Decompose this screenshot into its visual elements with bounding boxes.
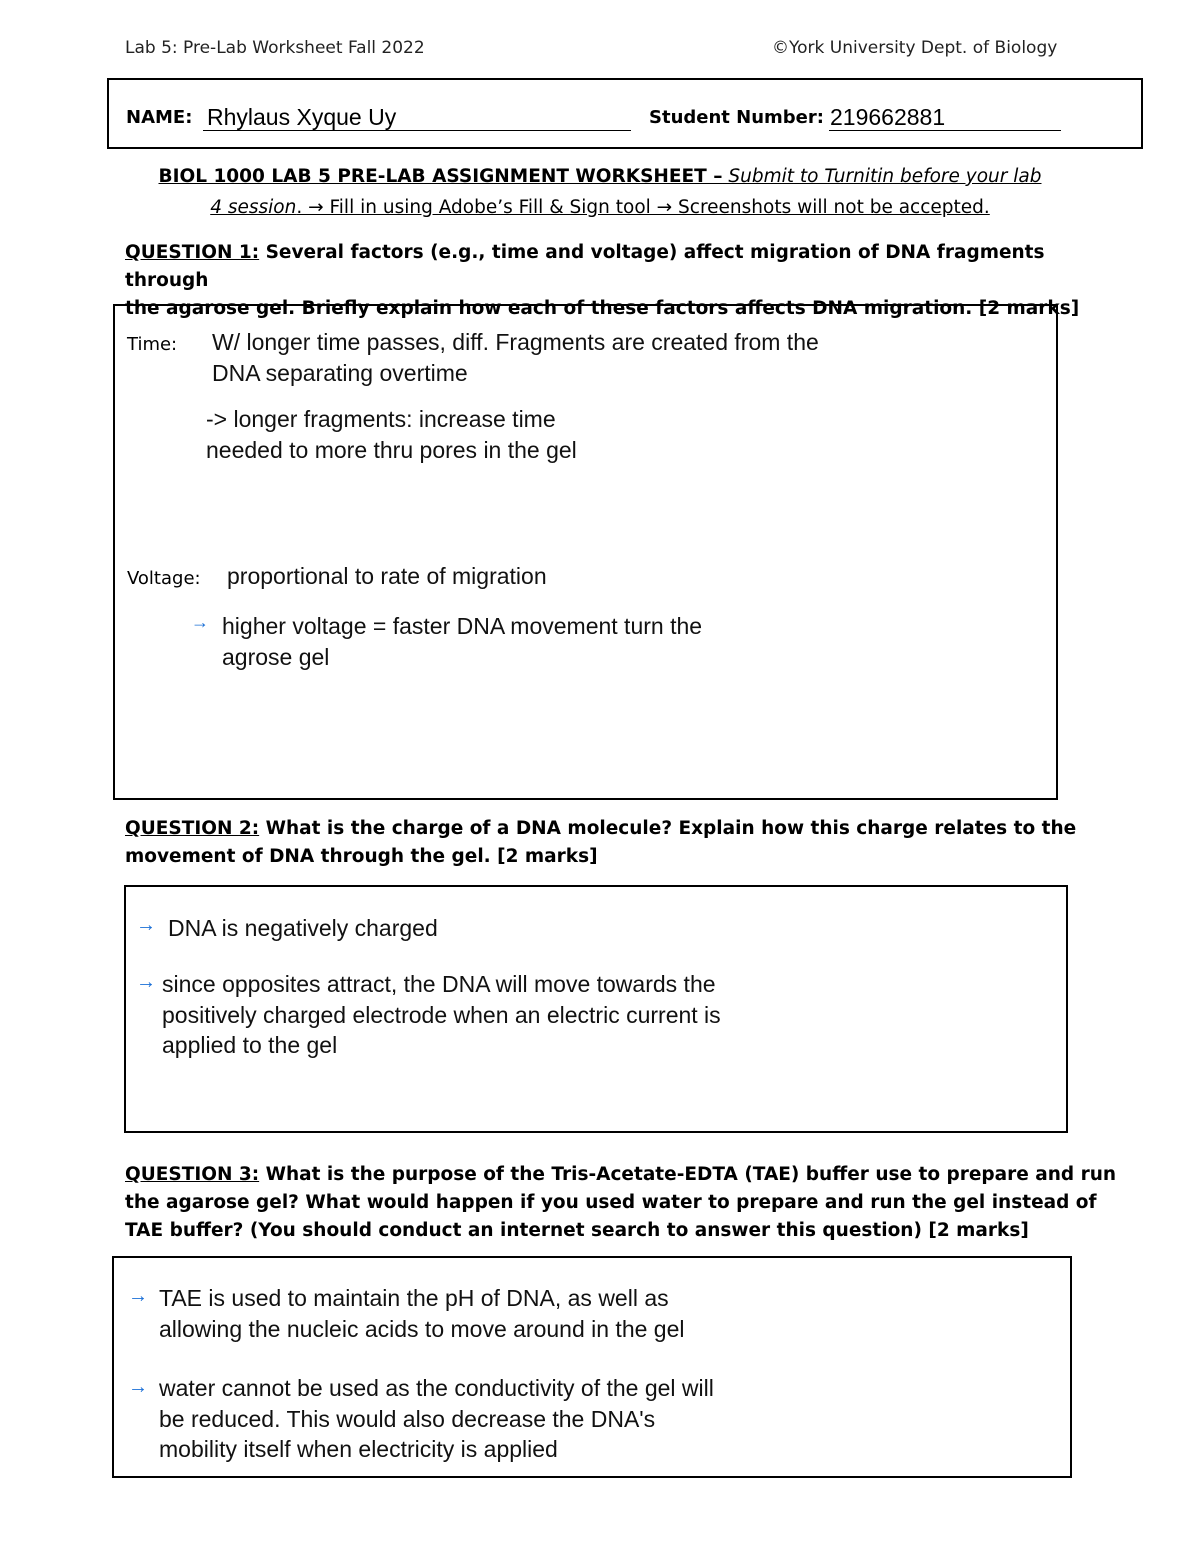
- question-3-label: QUESTION 3:: [125, 1164, 260, 1185]
- voltage-sub-line-1: higher voltage = faster DNA movement turn the: [222, 613, 703, 639]
- arrow-icon: →: [191, 612, 209, 632]
- question-3-prompt: [125, 1161, 1125, 1245]
- header-left: Lab 5: Pre-Lab Worksheet Fall 2022: [125, 38, 425, 58]
- question-1-answer-box[interactable]: [113, 304, 1058, 800]
- name-label: NAME:: [126, 107, 193, 128]
- time-sub-line-1: -> longer fragments: increase time: [206, 406, 556, 432]
- student-number-label: Student Number:: [649, 107, 824, 128]
- time-answer-line-1: W/ longer time passes, diff. Fragments are created from the: [212, 329, 819, 355]
- header-right: ©York University Dept. of Biology: [772, 38, 1058, 58]
- worksheet-title-line2: [0, 197, 1200, 218]
- name-underline: [203, 130, 631, 131]
- question-3-text-3: TAE buffer? (You should conduct an internet search to answer this question) [2 marks]: [125, 1220, 1029, 1241]
- question-2-text-1: What is the charge of a DNA molecule? Explain how this charge relates to the: [259, 818, 1077, 839]
- time-answer-line-2: DNA separating overtime: [212, 360, 468, 386]
- question-2-prompt: [125, 815, 1085, 871]
- title-bold: BIOL 1000 LAB 5 PRE-LAB ASSIGNMENT WORKSHEET –: [158, 166, 723, 187]
- voltage-sub-line-2: agrose gel: [222, 644, 330, 670]
- q3-answer-1-line-2: allowing the nucleic acids to move around in the gel: [159, 1316, 685, 1342]
- question-1-text-1: Several factors (e.g., time and voltage) affect migration of DNA fragments through: [125, 242, 1045, 291]
- q2-answer-1: DNA is negatively charged: [168, 915, 438, 941]
- question-2-text-2: movement of DNA through the gel. [2 marks]: [125, 846, 598, 867]
- voltage-label: Voltage:: [127, 568, 201, 589]
- arrow-icon: →: [128, 1285, 148, 1307]
- arrow-icon: →: [136, 914, 156, 936]
- q3-answer-2-line-1: water cannot be used as the conductivity of the gel will: [159, 1375, 714, 1401]
- question-2-answer-box[interactable]: [124, 885, 1068, 1133]
- q3-answer-2-line-2: be reduced. This would also decrease the DNA's: [159, 1406, 656, 1432]
- name-field[interactable]: Rhylaus Xyque Uy: [207, 104, 397, 130]
- student-number-underline: [829, 130, 1061, 131]
- time-sub-line-2: needed to more thru pores in the gel: [206, 437, 577, 463]
- arrow-icon: →: [128, 1376, 148, 1398]
- student-info-box: [107, 78, 1143, 149]
- voltage-answer: proportional to rate of migration: [227, 563, 547, 589]
- title-italic-1: Submit to Turnitin before your lab: [722, 166, 1042, 187]
- question-1-label: QUESTION 1:: [125, 242, 260, 263]
- q2-answer-2-line-1: since opposites attract, the DNA will move towards the: [162, 971, 716, 997]
- question-2-label: QUESTION 2:: [125, 818, 260, 839]
- student-number-field[interactable]: 219662881: [830, 104, 946, 130]
- question-1-text-2: the agarose gel. Briefly explain how each of these factors affects DNA migration. [2 marks]: [125, 298, 1080, 319]
- question-3-answer-box[interactable]: [112, 1256, 1072, 1478]
- title-rest: . → Fill in using Adobe’s Fill & Sign tool → Screenshots will not be accepted.: [296, 197, 990, 218]
- question-3-text-2: the agarose gel? What would happen if you used water to prepare and run the gel instead of: [125, 1192, 1097, 1213]
- q3-answer-1-line-1: TAE is used to maintain the pH of DNA, as well as: [159, 1285, 669, 1311]
- time-label: Time:: [127, 334, 178, 355]
- q2-answer-2-line-2: positively charged electrode when an electric current is: [162, 1002, 721, 1028]
- q2-answer-2-line-3: applied to the gel: [162, 1032, 338, 1058]
- arrow-icon: →: [136, 971, 156, 993]
- question-3-text-1: What is the purpose of the Tris-Acetate-EDTA (TAE) buffer use to prepare and run: [259, 1164, 1117, 1185]
- title-italic-2: 4 session: [210, 197, 297, 218]
- q3-answer-2-line-3: mobility itself when electricity is applied: [159, 1436, 558, 1462]
- worksheet-title: [0, 166, 1200, 187]
